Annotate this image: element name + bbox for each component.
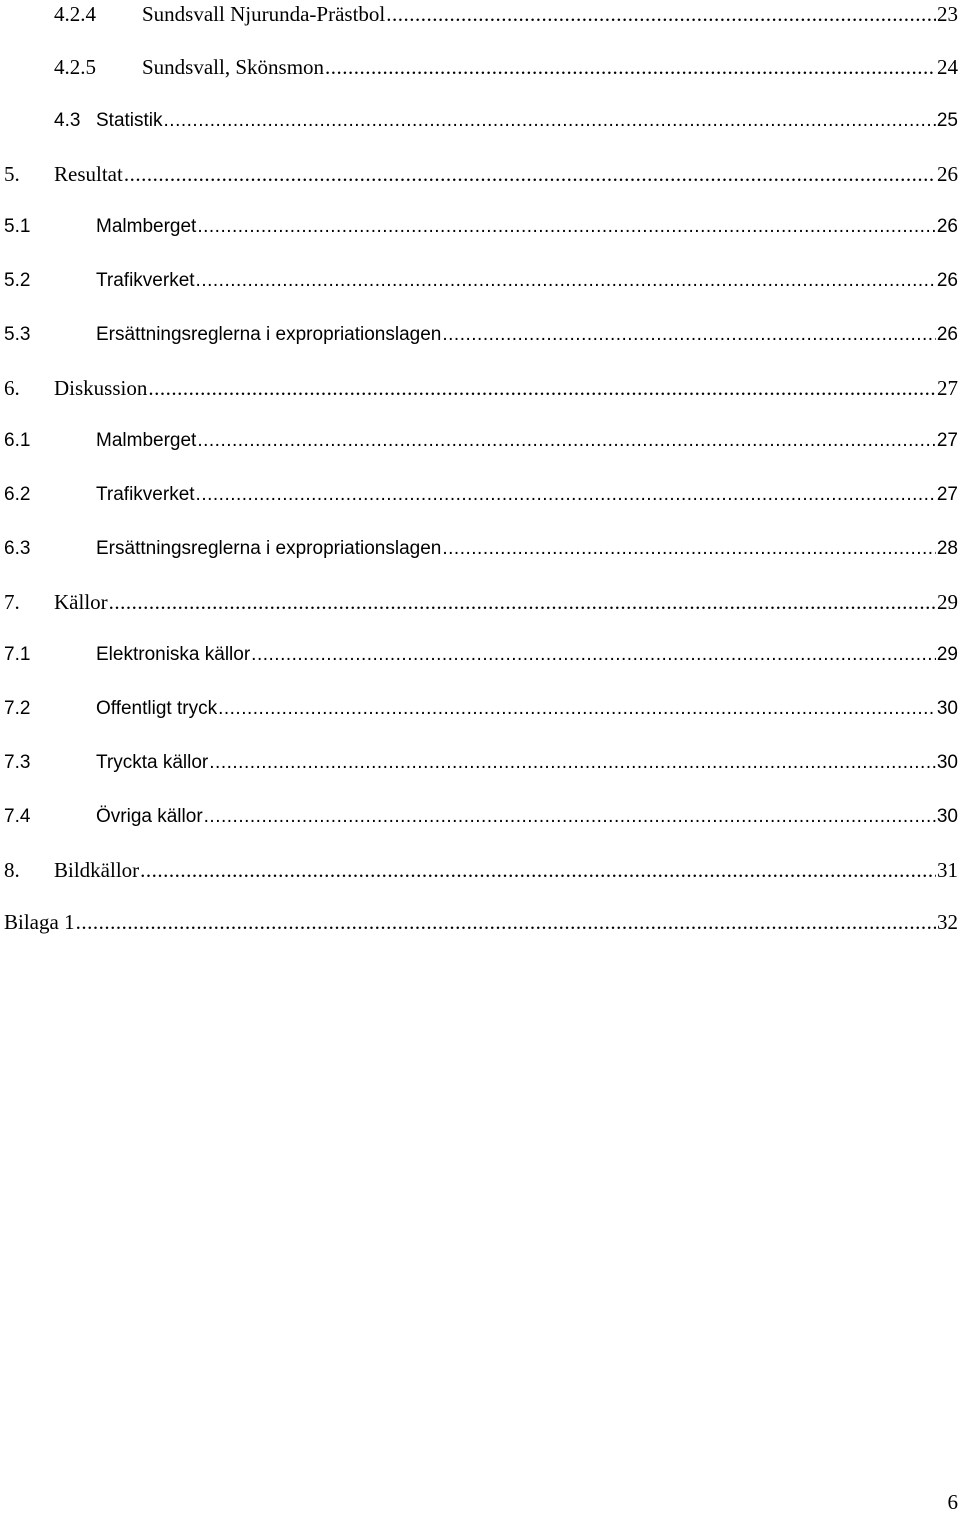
- toc-entry-number: 7.2: [4, 698, 31, 719]
- toc-entry-number: 4.3: [54, 110, 81, 131]
- toc-entry-title: Diskussion: [54, 376, 148, 400]
- toc-leader-dots: [197, 430, 936, 452]
- toc-entry-title: Trafikverket: [96, 484, 195, 505]
- toc-entry-number: 5.2: [4, 270, 31, 291]
- toc-entry-page: 27: [936, 484, 958, 505]
- toc-entry[interactable]: [0, 698, 960, 728]
- toc-entry[interactable]: [0, 806, 960, 836]
- toc-entry[interactable]: [0, 376, 960, 406]
- toc-entry-number: 5.3: [4, 324, 31, 345]
- toc-leader-dots: [218, 698, 936, 720]
- toc-entry-title: Bildkällor: [54, 858, 140, 882]
- toc-entry-number: 7.4: [4, 806, 31, 827]
- toc-entry-page: 28: [936, 538, 958, 559]
- toc-leader-dots: [386, 2, 936, 27]
- page-number: 6: [947, 1490, 958, 1514]
- toc-entry-title: Sundsvall Njurunda-Prästbol: [142, 2, 386, 26]
- toc-entry[interactable]: [0, 55, 960, 85]
- toc-leader-dots: [124, 162, 936, 187]
- toc-entry-page: 30: [936, 698, 958, 719]
- toc-leader-dots: [196, 484, 936, 506]
- toc-entry-page: 26: [936, 216, 958, 237]
- toc-leader-dots: [325, 55, 936, 80]
- toc-entry-page: 24: [937, 55, 958, 79]
- toc-entry-number: 5.1: [4, 216, 31, 237]
- toc-entry-title: Övriga källor: [96, 806, 203, 827]
- toc-entry-page: 27: [936, 430, 958, 451]
- toc-entry-title: Trafikverket: [96, 270, 195, 291]
- toc-entry-title: Sundsvall, Skönsmon: [142, 55, 325, 79]
- toc-entry[interactable]: [0, 910, 960, 940]
- toc-entry-title: Offentligt tryck: [96, 698, 218, 719]
- toc-entry-title: Tryckta källor: [96, 752, 209, 773]
- toc-entry-title: Statistik: [96, 110, 163, 131]
- toc-entry[interactable]: [0, 752, 960, 782]
- toc-entry-page: 30: [936, 752, 958, 773]
- toc-entry-number: 4.2.4: [54, 2, 96, 26]
- toc-leader-dots: [251, 644, 936, 666]
- toc-entry-number: 8.: [4, 858, 20, 882]
- toc-entry[interactable]: [0, 2, 960, 32]
- toc-entry-number: 5.: [4, 162, 20, 186]
- toc-leader-dots: [204, 806, 936, 828]
- toc-entry-page: 29: [936, 644, 958, 665]
- toc-leader-dots: [164, 110, 936, 132]
- toc-entry-title: Elektroniska källor: [96, 644, 251, 665]
- toc-entry-number: 6.2: [4, 484, 31, 505]
- toc-entry-page: 32: [937, 910, 958, 934]
- toc-entry-number: 7.: [4, 590, 20, 614]
- toc-entry-number: 6.3: [4, 538, 31, 559]
- toc-entry-title: Bilaga 1: [4, 910, 75, 934]
- toc-entry-title: Källor: [54, 590, 108, 614]
- toc-entry-number: 4.2.5: [54, 55, 96, 79]
- toc-leader-dots: [442, 538, 935, 560]
- toc-entry-number: 6.1: [4, 430, 31, 451]
- toc-entry[interactable]: [0, 324, 960, 354]
- toc-leader-dots: [209, 752, 936, 774]
- toc-entry[interactable]: [0, 644, 960, 674]
- toc-entry-title: Malmberget: [96, 216, 197, 237]
- toc-entry[interactable]: [0, 538, 960, 568]
- toc-entry-page: 26: [936, 324, 958, 345]
- toc-leader-dots: [196, 270, 936, 292]
- toc-leader-dots: [76, 910, 936, 935]
- toc-leader-dots: [140, 858, 936, 883]
- toc-entry[interactable]: [0, 110, 960, 140]
- toc-entry-page: 23: [937, 2, 958, 26]
- toc-entry-title: Malmberget: [96, 430, 197, 451]
- toc-entry[interactable]: [0, 430, 960, 460]
- toc-entry[interactable]: [0, 162, 960, 192]
- toc-entry-number: 7.1: [4, 644, 31, 665]
- toc-entry[interactable]: [0, 484, 960, 514]
- toc-leader-dots: [109, 590, 936, 615]
- toc-entry-page: 27: [937, 376, 958, 400]
- toc-entry-title: Resultat: [54, 162, 123, 186]
- toc-entry-page: 26: [936, 270, 958, 291]
- toc-entry-page: 30: [936, 806, 958, 827]
- toc-leader-dots: [442, 324, 935, 346]
- toc-entry-page: 31: [937, 858, 958, 882]
- toc-entry[interactable]: [0, 216, 960, 246]
- toc-entry-number: 7.3: [4, 752, 31, 773]
- toc-entry-page: 26: [937, 162, 958, 186]
- toc-entry[interactable]: [0, 590, 960, 620]
- toc-entry-title: Ersättningsreglerna i expropriationslagen: [96, 324, 442, 345]
- toc-entry[interactable]: [0, 858, 960, 888]
- toc-entry-page: 29: [937, 590, 958, 614]
- toc-entry-number: 6.: [4, 376, 20, 400]
- toc-leader-dots: [148, 376, 936, 401]
- toc-entry[interactable]: [0, 270, 960, 300]
- toc-entry-title: Ersättningsreglerna i expropriationslagen: [96, 538, 442, 559]
- toc-leader-dots: [197, 216, 936, 238]
- toc-entry-page: 25: [936, 110, 958, 131]
